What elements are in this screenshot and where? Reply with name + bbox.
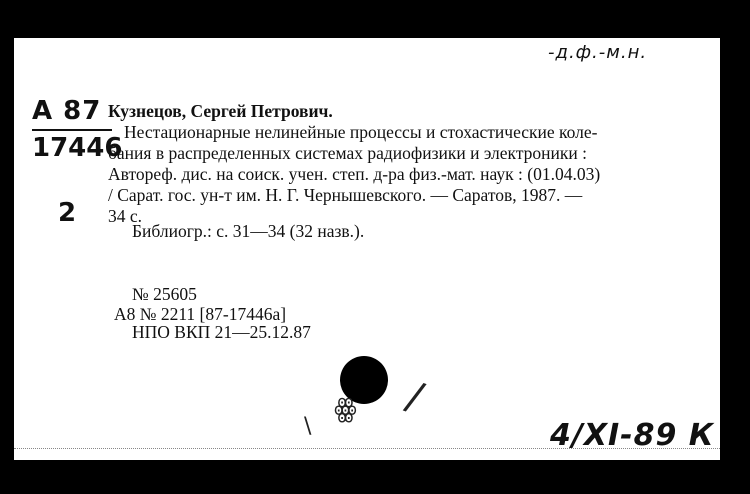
call-number-bottom: 17446	[32, 133, 123, 163]
author-heading: Кузнецов, Сергей Петрович.	[108, 101, 333, 121]
description-line: Нестационарные нелинейные процессы и стохастические коле-	[124, 122, 598, 142]
handwritten-date-note: 4/XI-89 К	[550, 418, 715, 453]
bibliography-line: Библиогр.: с. 31—34 (32 назв.).	[132, 221, 365, 241]
catalog-card	[14, 38, 720, 460]
handwritten-degree-note: -д.ф.-м.н.	[548, 42, 648, 63]
pen-stroke: /	[400, 373, 429, 421]
call-number-divider	[32, 129, 112, 131]
copy-number: 2	[58, 198, 77, 228]
registry-number: № 25605	[132, 284, 197, 304]
card-bottom-edge	[14, 448, 720, 450]
stamp-smudge: ꙮ	[334, 394, 357, 424]
description-line: бания в распределенных системах радиофизики и электроники :	[108, 143, 588, 163]
pen-stroke: \	[304, 414, 312, 439]
description-line: Автореф. дис. на соиск. учен. степ. д-ра физ.-мат. наук : (01.04.03)	[108, 164, 601, 184]
description-line: / Сарат. гос. ун-т им. Н. Г. Чернышевского. — Саратов, 1987. —	[108, 185, 583, 205]
description-line: 34 с.	[108, 206, 143, 226]
registry-series: А8 № 2211 [87-17446а]	[114, 304, 287, 324]
call-number-top: А 87	[32, 96, 102, 126]
printer-line: НПО ВКП 21—25.12.87	[132, 322, 311, 342]
